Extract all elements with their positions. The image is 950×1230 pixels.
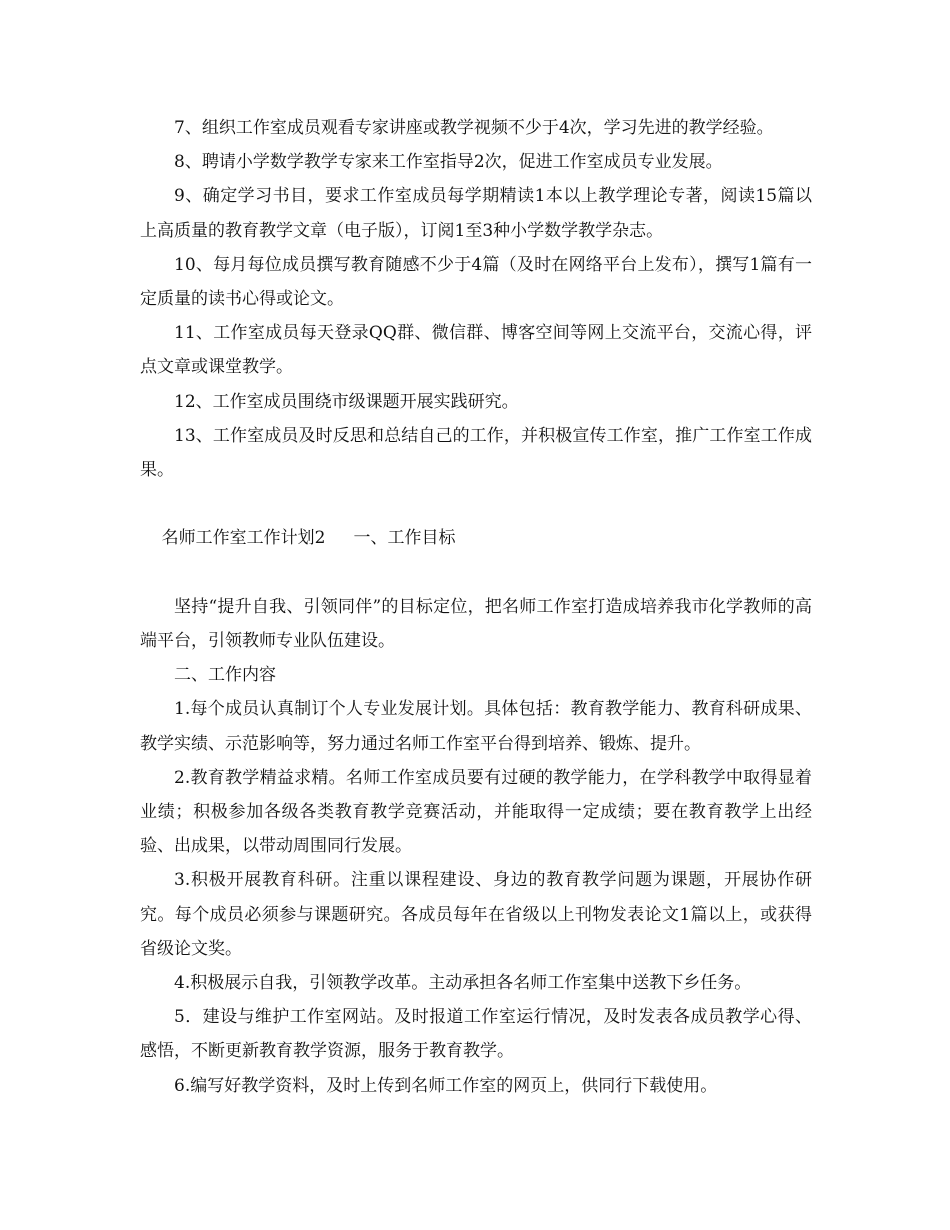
section2-heading: 二、工作内容	[174, 665, 276, 686]
paragraph-item-9: 9、确定学习书目，要求工作室成员每学期精读1本以上教学理论专著，阅读15篇以上高质量的教育教学文章（电子版），订阅1至3种小学数学教学杂志。	[140, 186, 812, 241]
content-item-5: 5．建设与维护工作室网站。及时报道工作室运行情况，及时发表各成员教学心得、感悟，不断更新教育教学资源，服务于教育教学。	[140, 1007, 812, 1062]
section1-heading: 一、工作目标	[353, 528, 456, 549]
paragraph-item-12: 12、工作室成员围绕市级课题开展实践研究。	[174, 391, 519, 412]
paragraph-item-10: 10、每月每位成员撰写教育随感不少于4篇（及时在网络平台上发布），撰写1篇有一定质量的读书心得或论文。	[140, 254, 812, 310]
content-item-2: 2.教育教学精益求精。名师工作室成员要有过硬的教学能力，在学科教学中取得显着业绩；积极参加各级各类教育教学竞赛活动，并能取得一定成绩；要在教育教学上出经验、出成果，以带动周围同行发展。	[140, 767, 812, 857]
goal-paragraph: 坚持“提升自我、引领同伴”的目标定位，把名师工作室打造成培养我市化学教师的高端平台，引领教师专业队伍建设。	[140, 596, 812, 652]
plan2-title: 名师工作室工作计划2	[161, 528, 326, 549]
content-item-1: 1.每个成员认真制订个人专业发展计划。具体包括：教育教学能力、教育科研成果、教学实绩、示范影响等，努力通过名师工作室平台得到培养、锻炼、提升。	[140, 699, 812, 754]
plan2-heading-line	[140, 487, 812, 590]
content-item-4: 4.积极展示自我，引领教学改革。主动承担各名师工作室集中送教下乡任务。	[174, 973, 752, 994]
content-item-6: 6.编写好教学资料，及时上传到名师工作室的网页上，供同行下载使用。	[174, 1075, 718, 1096]
document-page	[140, 111, 812, 1103]
paragraph-item-11: 11、工作室成员每天登录QQ群、微信群、博客空间等网上交流平台，交流心得，评点文章或课堂教学。	[140, 323, 812, 378]
paragraph-item-8: 8、聘请小学数学教学专家来工作室指导2次，促进工作室成员专业发展。	[174, 152, 723, 173]
content-item-3: 3.积极开展教育科研。注重以课程建设、身边的教育教学问题为课题，开展协作研究。每个成员必须参与课题研究。各成员每年在省级以上刊物发表论文1篇以上，或获得省级论文奖。	[140, 870, 812, 959]
paragraph-item-13: 13、工作室成员及时反思和总结自己的工作，并积极宣传工作室，推广工作室工作成果。	[140, 425, 812, 481]
paragraph-item-7: 7、组织工作室成员观看专家讲座或教学视频不少于4次，学习先进的教学经验。	[174, 118, 774, 138]
